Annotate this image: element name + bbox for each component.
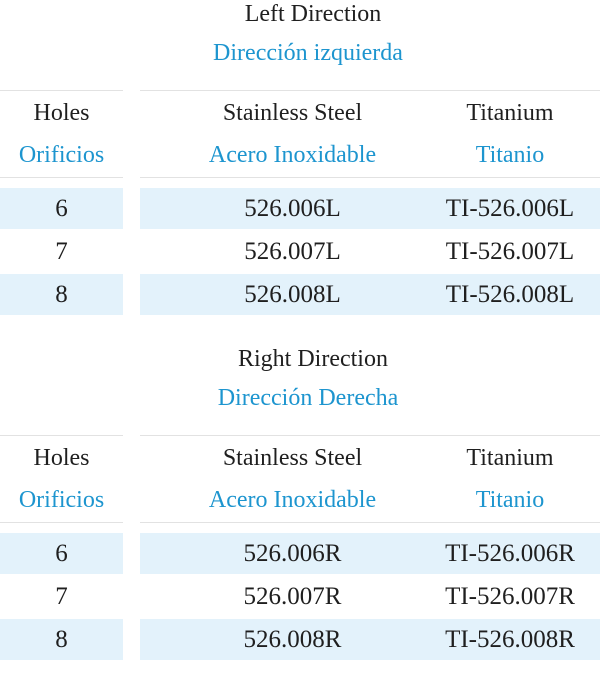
cell-holes: 6	[55, 195, 68, 222]
header-holes-en: Holes	[33, 100, 90, 126]
cell-titanium: TI-526.006R	[445, 540, 575, 567]
cell-titanium: TI-526.006L	[445, 195, 575, 222]
header-holes-es: Orificios	[18, 142, 105, 168]
cell-stainless: 526.008R	[243, 626, 342, 653]
table-row	[0, 619, 600, 660]
header-titanium-es: Titanio	[475, 142, 545, 168]
cell-stainless: 526.007L	[244, 238, 341, 265]
section-title-en: Right Direction	[238, 346, 388, 372]
cell-holes: 7	[55, 583, 68, 610]
cell-stainless: 526.008L	[244, 281, 341, 308]
cell-holes: 6	[55, 540, 68, 567]
cell-holes: 8	[55, 281, 68, 308]
cell-stainless: 526.006L	[244, 195, 341, 222]
header-stainless-en: Stainless Steel	[222, 445, 363, 471]
divider	[0, 90, 123, 91]
cell-stainless: 526.006R	[243, 540, 342, 567]
section-title-es: Dirección izquierda	[213, 40, 403, 66]
cell-titanium: TI-526.008R	[445, 626, 575, 653]
divider	[0, 522, 123, 523]
table-row	[0, 188, 600, 229]
section-title-en: Left Direction	[244, 1, 382, 27]
cell-titanium: TI-526.007L	[445, 238, 575, 265]
table-row	[0, 231, 600, 272]
cell-titanium: TI-526.007R	[445, 583, 575, 610]
header-stainless-es: Acero Inoxidable	[208, 487, 377, 513]
header-stainless-en: Stainless Steel	[222, 100, 363, 126]
header-holes-es: Orificios	[18, 487, 105, 513]
header-stainless-es: Acero Inoxidable	[208, 142, 377, 168]
table-row	[0, 533, 600, 574]
header-titanium-en: Titanium	[466, 100, 554, 126]
cell-titanium: TI-526.008L	[445, 281, 575, 308]
cell-stainless: 526.007R	[243, 583, 342, 610]
divider	[140, 177, 600, 178]
header-titanium-en: Titanium	[466, 445, 554, 471]
header-holes-en: Holes	[33, 445, 90, 471]
cell-holes: 8	[55, 626, 68, 653]
divider	[140, 522, 600, 523]
divider	[0, 435, 123, 436]
header-titanium-es: Titanio	[475, 487, 545, 513]
divider	[140, 435, 600, 436]
divider	[0, 177, 123, 178]
table-row	[0, 274, 600, 315]
cell-holes: 7	[55, 238, 68, 265]
section-title-es: Dirección Derecha	[217, 385, 399, 411]
table-row	[0, 576, 600, 617]
divider	[140, 90, 600, 91]
